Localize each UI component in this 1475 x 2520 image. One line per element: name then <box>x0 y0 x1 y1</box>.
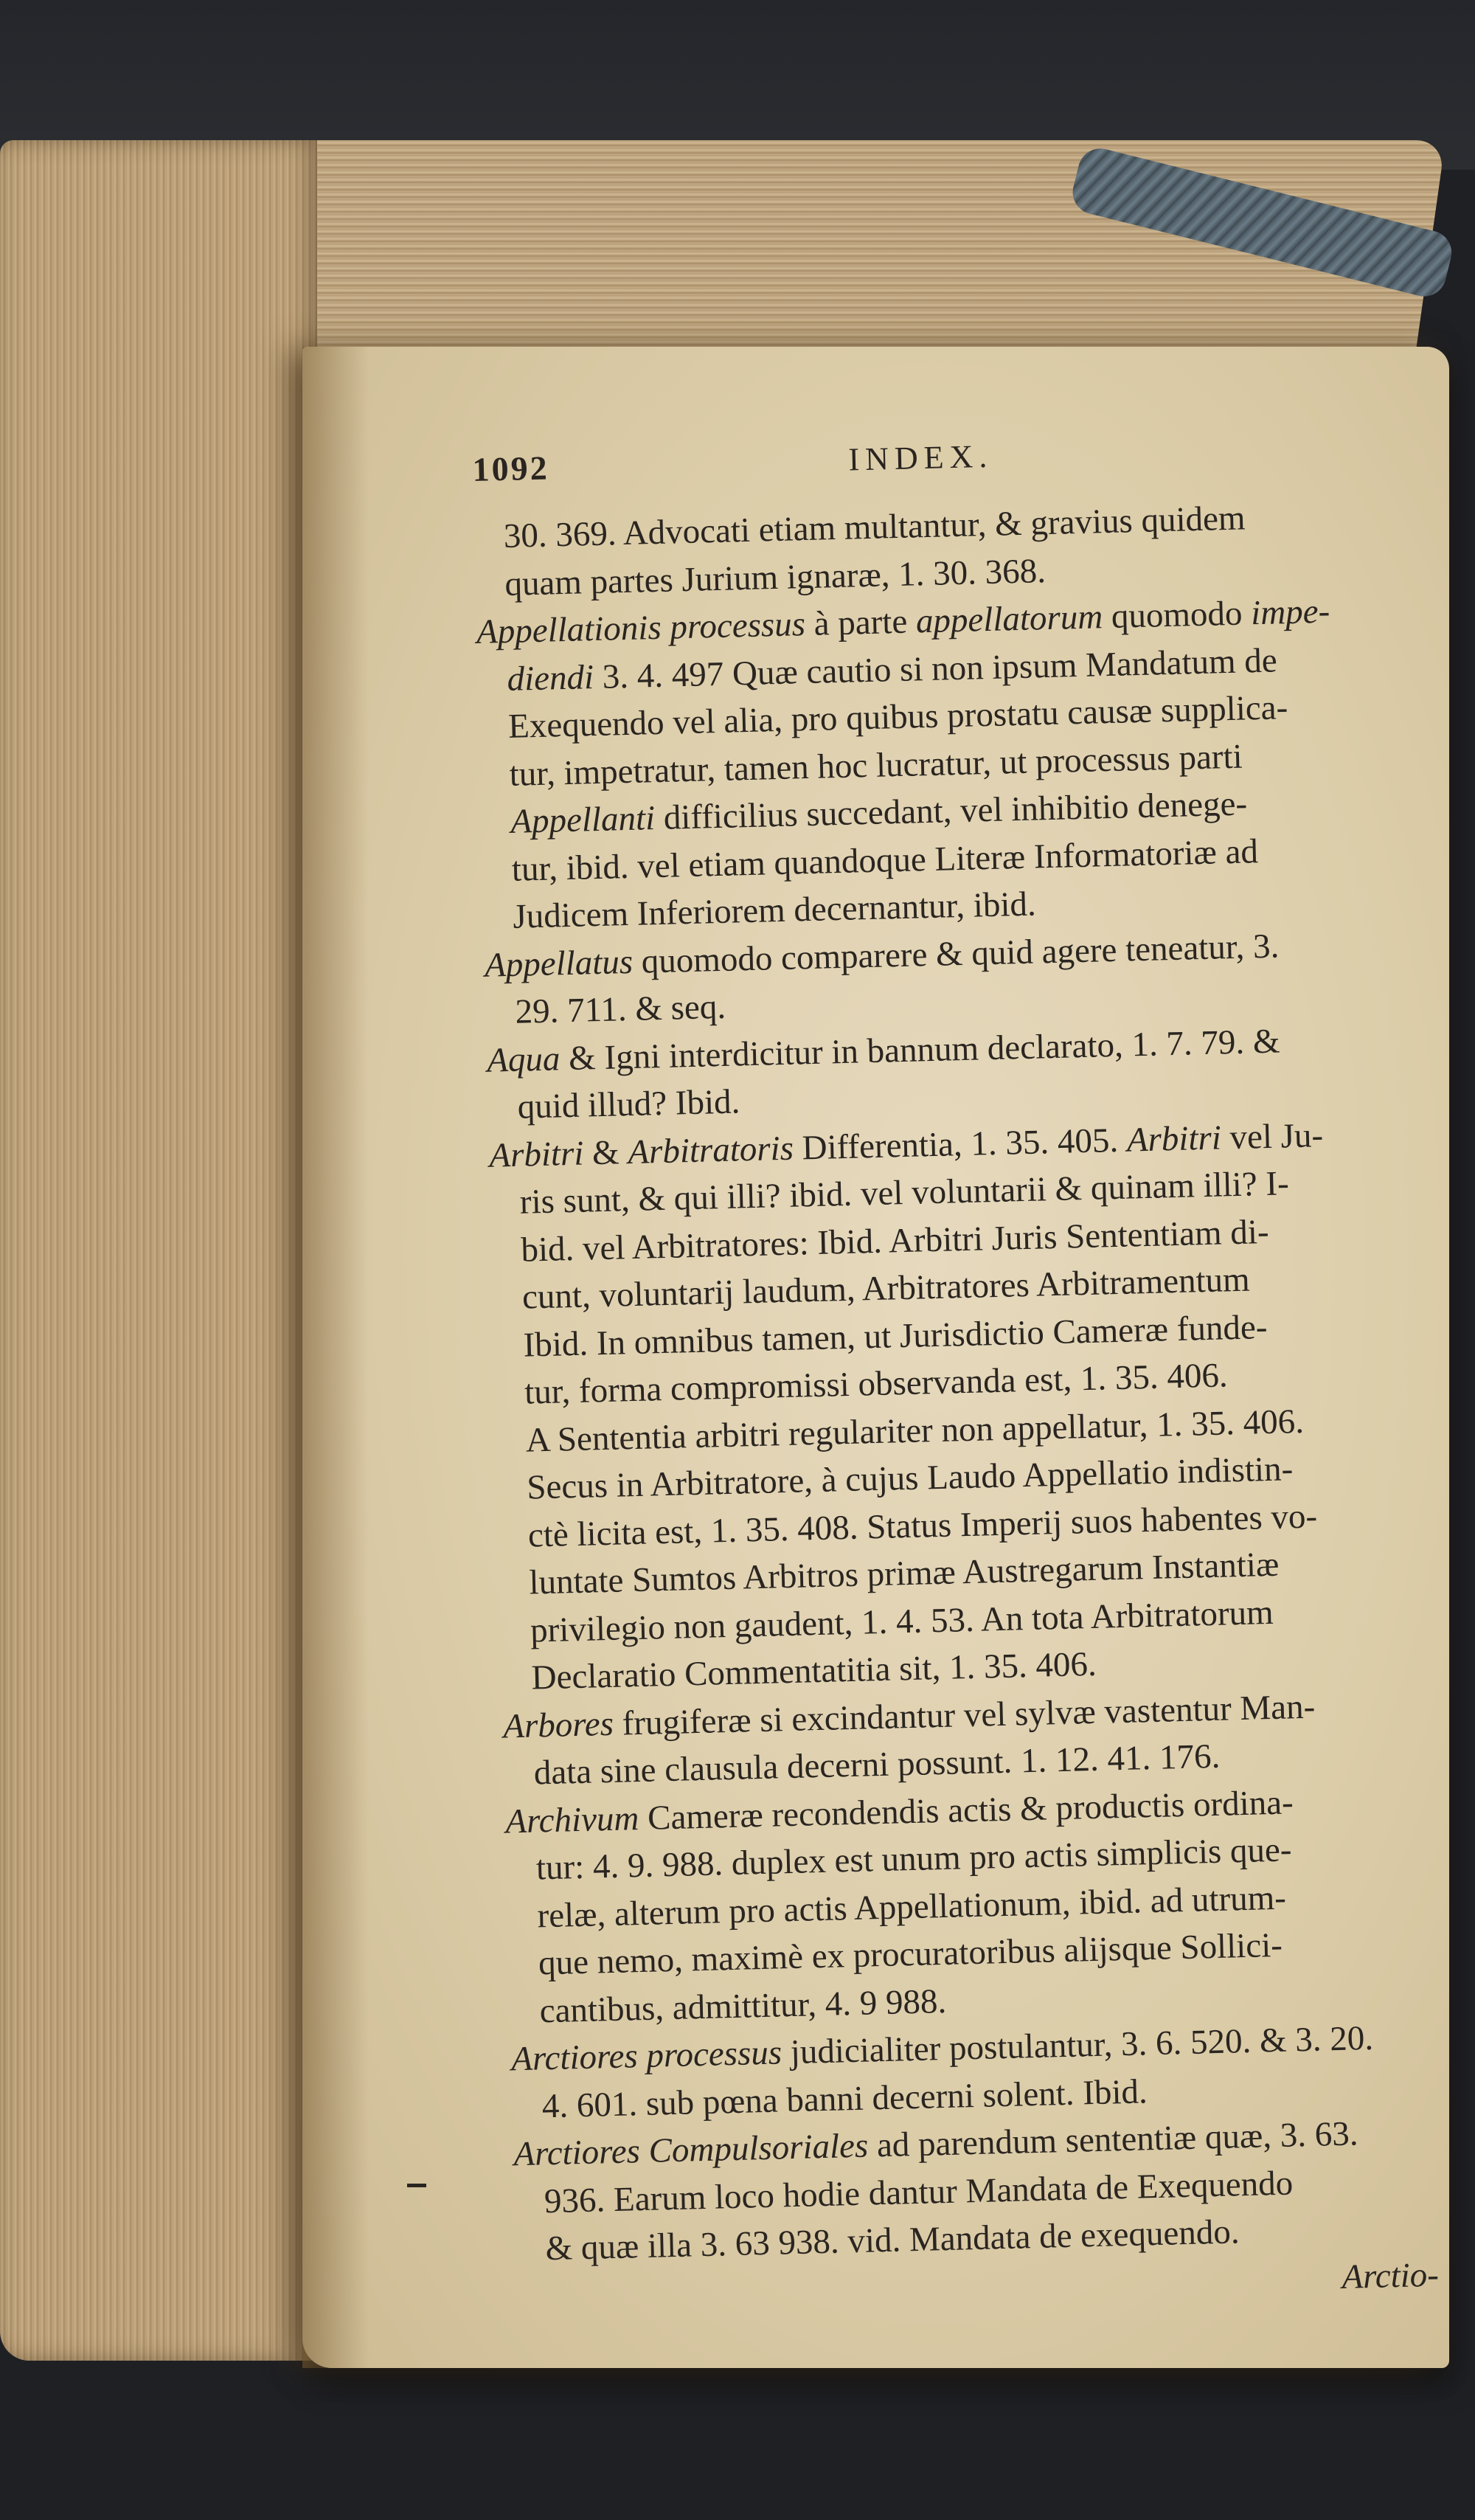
index-keyword: diendi <box>506 657 594 699</box>
index-text: cantibus, admittitur, 4. 9 988. <box>539 1981 947 2030</box>
index-keyword: appellatorum <box>915 598 1103 641</box>
index-keyword: Appellationis processus <box>476 605 806 651</box>
index-keyword: Arctiores Compulsoriales <box>513 2126 869 2174</box>
index-keyword: Arbitri <box>1126 1118 1222 1160</box>
index-text: ctè licita est, 1. 35. 408. Status Imperij suos habentes vo- <box>527 1496 1318 1555</box>
index-text: 3. 4. 497 Quæ cautio si non ipsum Mandatum de <box>593 640 1278 696</box>
index-text: 30. 369. Advocati etiam multantur, & gravius quidem <box>503 499 1246 555</box>
index-text: ad parendum sententiæ quæ, 3. 63. <box>867 2114 1359 2165</box>
printer-mark <box>407 2184 426 2187</box>
index-text: judicialiter postulantur, 3. 6. 520. & 3. 20. <box>781 2018 1374 2072</box>
index-text: & quæ illa 3. 63 938. vid. Mandata de exequendo. <box>544 2212 1240 2268</box>
index-keyword: Archivum <box>504 1799 639 1841</box>
index-text: 936. Earum loco hodie dantur Mandata de Exequendo <box>544 2164 1294 2220</box>
index-text: 29. 711. & seq. <box>514 987 726 1031</box>
index-text: A Sententia arbitri regulariter non appellatur, 1. 35. 406. <box>525 1402 1305 1460</box>
index-text: 4. 601. sub pœna banni decerni solent. Ibid. <box>541 2071 1148 2125</box>
index-text: bid. vel Arbitratores: Ibid. Arbitri Juris Sententiam di- <box>520 1212 1270 1270</box>
index-text: luntate Sumtos Arbitros primæ Austregarum Instantiæ <box>528 1545 1280 1602</box>
index-text: tur, impetratur, tamen hoc lucratur, ut processus parti <box>509 737 1243 794</box>
index-text: Judicem Inferiorem decernantur, ibid. <box>512 885 1037 936</box>
index-text: à parte <box>805 602 917 644</box>
index-text: & Igni interdicitur in bannum declarato, 1. 7. 79. & <box>559 1021 1281 1078</box>
index-text: privilegio non gaudent, 1. 4. 53. An tota Arbitratorum <box>530 1593 1274 1650</box>
index-text: difficilius succedant, vel inhibitio denege- <box>654 784 1248 838</box>
index-text: cunt, voluntarij laudum, Arbitratores Arbitramentum <box>521 1260 1251 1317</box>
index-text: ris sunt, & qui illi? ibid. vel voluntarii & quinam illi? I- <box>519 1164 1290 1222</box>
index-keyword: Arbitri <box>488 1134 584 1175</box>
index-text: & <box>583 1132 628 1173</box>
index-text: Declaratio Commentatitia sit, 1. 35. 406. <box>531 1644 1097 1697</box>
index-keyword: Appellatus <box>484 942 634 985</box>
index-text: tur, forma compromissi observanda est, 1. 35. 406. <box>524 1356 1229 1412</box>
page-number: 1092 <box>472 449 550 488</box>
index-text: data sine clausula decerni possunt. 1. 12. 41. 176. <box>533 1737 1221 1793</box>
index-keyword: Arctiores processus <box>510 2033 782 2079</box>
index-text: que nemo, maximè ex procuratoribus alijsque Sollici- <box>538 1925 1283 1983</box>
index-keyword: Arbitratoris <box>627 1129 794 1171</box>
book-fore-edge <box>0 140 317 2361</box>
index-text: quomodo comparere & quid agere teneatur, 3. <box>632 926 1280 981</box>
page-gutter-shadow <box>302 347 369 2368</box>
index-keyword: Aqua <box>486 1039 561 1080</box>
index-text: tur, ibid. vel etiam quandoque Literæ Informatoriæ ad <box>511 831 1259 889</box>
index-text-block <box>472 427 1447 2321</box>
index-text: quid illud? Ibid. <box>517 1082 740 1126</box>
index-text: Differentia, 1. 35. 405. <box>793 1121 1128 1168</box>
index-text: quomodo <box>1102 594 1252 637</box>
index-text: frugiferæ si excindantur vel sylvæ vastentur Man- <box>613 1687 1316 1743</box>
index-text: tur: 4. 9. 988. duplex est unum pro actis simplicis que- <box>535 1830 1293 1888</box>
index-text: vel Ju- <box>1221 1115 1324 1157</box>
index-text: Exequendo vel alia, pro quibus prostatu causæ supplica- <box>507 688 1288 746</box>
catchword: Arctio- <box>1341 2255 1440 2296</box>
index-entries <box>473 491 1446 2274</box>
index-keyword: Arbores <box>502 1704 614 1745</box>
page-title: INDEX. <box>847 437 993 478</box>
index-text: Ibid. In omnibus tamen, ut Jurisdictio Cameræ funde- <box>523 1307 1268 1365</box>
index-keyword: Appellanti <box>510 799 656 841</box>
index-text: Secus in Arbitratore, à cujus Laudo Appellatio indistin- <box>526 1450 1294 1507</box>
index-text: quam partes Jurium ignaræ, 1. 30. 368. <box>504 551 1047 603</box>
index-text: Cameræ recondendis actis & productis ordina- <box>638 1782 1294 1838</box>
index-keyword: impe- <box>1250 592 1330 633</box>
index-text: relæ, alterum pro actis Appellationum, ibid. ad utrum- <box>536 1878 1287 1935</box>
